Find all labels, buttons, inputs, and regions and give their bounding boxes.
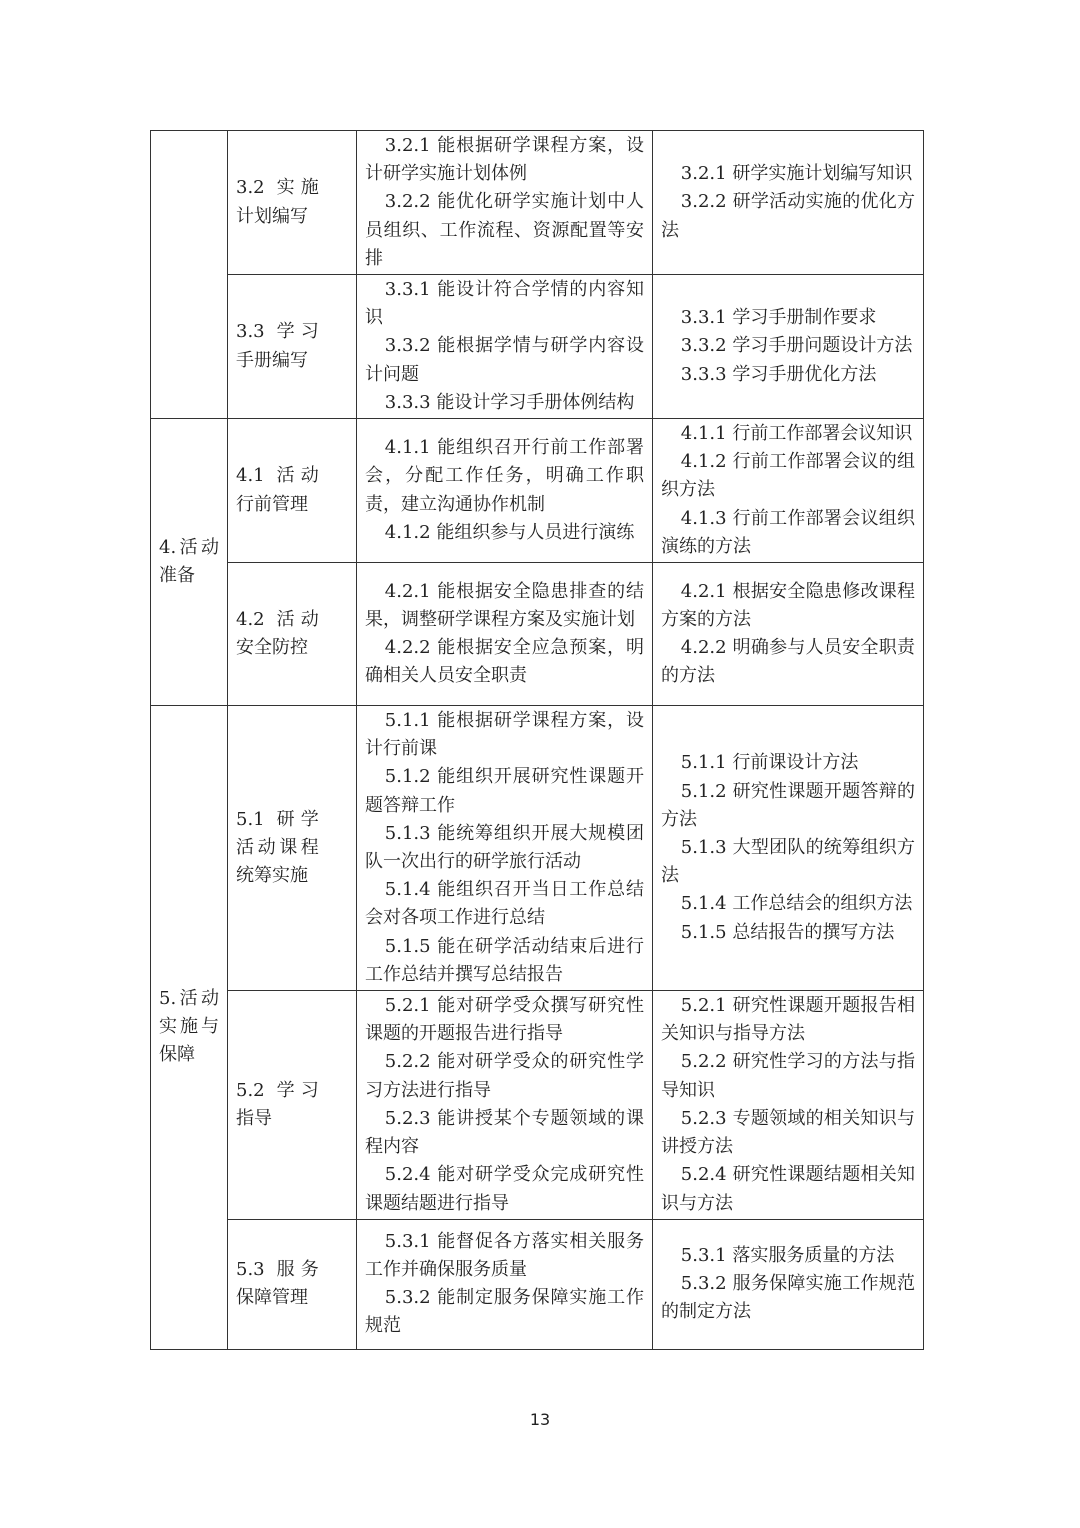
- skill-cell: [357, 1219, 653, 1349]
- skill-cell: [357, 419, 653, 563]
- knowledge-cell: [653, 419, 924, 563]
- knowledge-cell: [653, 275, 924, 419]
- skill-item: 5.2.3 能讲授某个专题领域的课程内容: [365, 1107, 644, 1158]
- knowledge-item: 3.3.1 学习手册制作要求: [680, 307, 877, 329]
- unit-cell: 5.2 学习指导: [228, 991, 357, 1220]
- skill-item: 5.2.1 能对研学受众撰写研究性课题的开题报告进行指导: [365, 995, 644, 1045]
- table-row: [151, 563, 924, 706]
- function-cell-4: 4.活动准备: [151, 419, 228, 706]
- knowledge-item: 5.3.1 落实服务质量的方法: [680, 1244, 895, 1266]
- unit-cell: 3.2 实施计划编写: [228, 131, 357, 275]
- table-row: [151, 419, 924, 563]
- page-number: 13: [529, 1410, 551, 1429]
- skill-cell: [357, 991, 653, 1220]
- skill-item: 3.3.1 能设计符合学情的内容知识: [365, 279, 644, 329]
- table-row: [151, 131, 924, 275]
- skill-item: 3.2.2 能优化研学实施计划中人员组织、工作流程、资源配置等安排: [365, 191, 644, 269]
- unit-cell: 3.3 学习手册编写: [228, 275, 357, 419]
- table-row: [151, 275, 924, 419]
- knowledge-item: 3.3.2 学习手册问题设计方法: [680, 335, 913, 357]
- skill-cell: [357, 275, 653, 419]
- knowledge-item: 3.2.2 研学活动实施的优化方法: [661, 191, 915, 241]
- table-row: [151, 706, 924, 991]
- skill-item: 5.2.4 能对研学受众完成研究性课题结题进行指导: [365, 1164, 644, 1214]
- unit-cell: 4.2 活动安全防控: [228, 563, 357, 706]
- knowledge-item: 3.3.3 学习手册优化方法: [680, 363, 877, 385]
- skill-item: 5.1.2 能组织开展研究性课题开题答辩工作: [365, 766, 644, 816]
- skill-item: 3.3.3 能设计学习手册体例结构: [384, 391, 635, 413]
- knowledge-item: 5.2.2 研究性学习的方法与指导知识: [661, 1051, 915, 1101]
- standards-table: [150, 130, 924, 1350]
- skill-item: 4.2.2 能根据安全应急预案，明确相关人员安全职责: [365, 637, 644, 687]
- knowledge-cell: [653, 563, 924, 706]
- knowledge-item: 5.1.1 行前课设计方法: [680, 752, 859, 774]
- skill-item: 5.1.5 能在研学活动结束后进行工作总结并撰写总结报告: [365, 935, 644, 985]
- table-row: [151, 1219, 924, 1349]
- knowledge-item: 4.2.1 根据安全隐患修改课程方案的方法: [661, 580, 915, 630]
- knowledge-item: 5.2.4 研究性课题结题相关知识与方法: [661, 1164, 915, 1214]
- skill-cell: [357, 706, 653, 991]
- skill-item: 5.1.1 能根据研学课程方案，设计行前课: [365, 710, 644, 760]
- function-cell-3: [151, 131, 228, 419]
- unit-cell: 5.1 研学活动课程统筹实施: [228, 706, 357, 991]
- knowledge-item: 5.1.4 工作总结会的组织方法: [680, 893, 913, 915]
- table-row: [151, 991, 924, 1220]
- knowledge-item: 5.1.3 大型团队的统筹组织方法: [661, 836, 915, 887]
- knowledge-item: 5.2.3 专题领域的相关知识与讲授方法: [661, 1107, 915, 1158]
- knowledge-cell: [653, 706, 924, 991]
- knowledge-item: 5.3.2 服务保障实施工作规范的制定方法: [661, 1273, 915, 1323]
- skill-item: 4.1.1 能组织召开行前工作部署会，分配工作任务，明确工作职责，建立沟通协作机制: [365, 437, 644, 515]
- knowledge-item: 5.2.1 研究性课题开题报告相关知识与指导方法: [661, 995, 915, 1045]
- knowledge-item: 3.2.1 研学实施计划编写知识: [680, 163, 913, 185]
- skill-item: 5.3.2 能制定服务保障实施工作规范: [365, 1287, 644, 1337]
- knowledge-item: 4.1.2 行前工作部署会议的组织方法: [661, 451, 915, 501]
- skill-item: 5.1.3 能统筹组织开展大规模团队一次出行的研学旅行活动: [365, 822, 644, 873]
- knowledge-item: 4.1.1 行前工作部署会议知识: [680, 423, 913, 445]
- knowledge-item: 4.2.2 明确参与人员安全职责的方法: [661, 637, 915, 687]
- skill-item: 5.2.2 能对研学受众的研究性学习方法进行指导: [365, 1051, 644, 1101]
- knowledge-item: 5.1.5 总结报告的撰写方法: [680, 921, 895, 943]
- skill-item: 3.2.1 能根据研学课程方案，设计研学实施计划体例: [365, 135, 644, 185]
- skill-item: 3.3.2 能根据学情与研学内容设计问题: [365, 335, 644, 385]
- knowledge-item: 5.1.2 研究性课题开题答辩的方法: [661, 780, 915, 830]
- function-cell-5: 5.活动实施与保障: [151, 706, 228, 1350]
- skill-item: 4.1.2 能组织参与人员进行演练: [384, 521, 635, 543]
- skill-cell: [357, 131, 653, 275]
- knowledge-cell: [653, 131, 924, 275]
- skill-item: 5.3.1 能督促各方落实相关服务工作并确保服务质量: [365, 1230, 644, 1280]
- skill-item: 5.1.4 能组织召开当日工作总结会对各项工作进行总结: [365, 879, 644, 929]
- knowledge-cell: [653, 1219, 924, 1349]
- knowledge-item: 4.1.3 行前工作部署会议组织演练的方法: [661, 507, 915, 557]
- unit-cell: 5.3 服务保障管理: [228, 1219, 357, 1349]
- skill-item: 4.2.1 能根据安全隐患排查的结果，调整研学课程方案及实施计划: [365, 580, 644, 630]
- unit-cell: 4.1 活动行前管理: [228, 419, 357, 563]
- skill-cell: [357, 563, 653, 706]
- knowledge-cell: [653, 991, 924, 1220]
